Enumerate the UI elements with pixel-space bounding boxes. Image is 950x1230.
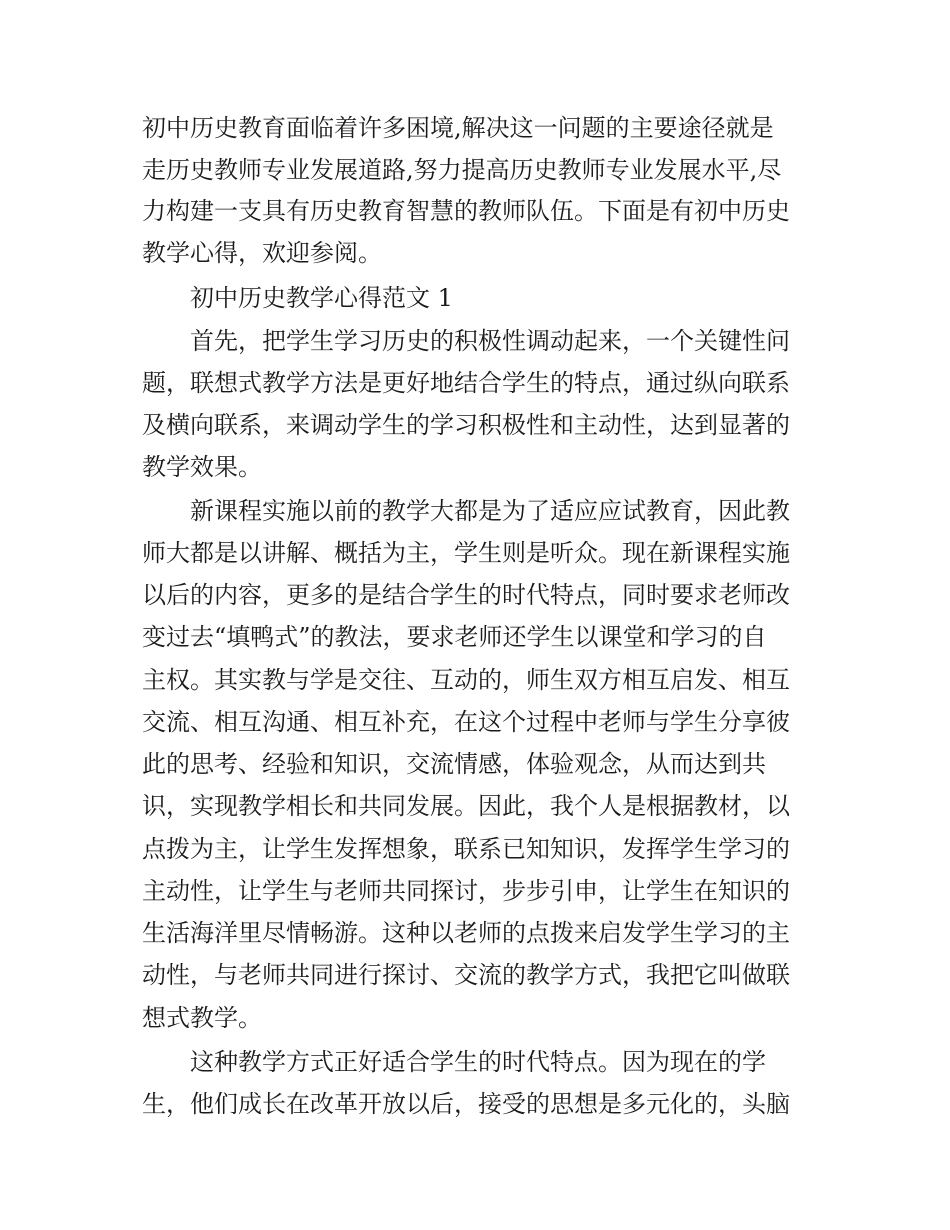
paragraph-line: 动性，与老师共同进行探讨、交流的教学方式，我把它叫做联: [142, 961, 790, 989]
paragraph-line: 此的思考、经验和知识，交流情感，体验观念，从而达到共: [142, 750, 766, 778]
paragraph-line: 以后的内容，更多的是结合学生的时代特点，同时要求老师改: [142, 581, 790, 609]
paragraph-line: 力构建一支具有历史教育智慧的教师队伍。下面是有初中历史: [142, 197, 790, 225]
section-heading: 初中历史教学心得范文 1: [190, 284, 453, 312]
paragraph-line: 首先，把学生学习历史的积极性调动起来，一个关键性问: [190, 327, 790, 355]
paragraph-line: 识，实现教学相长和共同发展。因此，我个人是根据教材，以: [142, 792, 790, 820]
paragraph-line: 题，联想式教学方法是更好地结合学生的特点，通过纵向联系: [142, 369, 790, 397]
paragraph-line: 初中历史教育面临着许多困境,解决这一问题的主要途径就是: [142, 114, 774, 142]
paragraph-line: 及横向联系，来调动学生的学习积极性和主动性，达到显著的: [142, 411, 790, 439]
paragraph-line: 教学心得，欢迎参阅。: [142, 239, 382, 267]
paragraph-line: 想式教学。: [142, 1004, 262, 1032]
paragraph-line: 主动性，让学生与老师共同探讨，步步引申，让学生在知识的: [142, 877, 790, 905]
paragraph-line: 生活海洋里尽情畅游。这种以老师的点拨来启发学生学习的主: [142, 919, 790, 947]
paragraph-line: 新课程实施以前的教学大都是为了适应应试教育，因此教: [190, 497, 790, 525]
paragraph-line: 这种教学方式正好适合学生的时代特点。因为现在的学: [190, 1048, 766, 1076]
paragraph-line: 交流、相互沟通、相互补充，在这个过程中老师与学生分享彼: [142, 708, 790, 736]
paragraph-line: 教学效果。: [142, 453, 262, 481]
paragraph-line: 生，他们成长在改革开放以后，接受的思想是多元化的，头脑: [142, 1090, 790, 1118]
paragraph-line: 点拨为主，让学生发挥想象，联系已知知识，发挥学生学习的: [142, 835, 790, 863]
paragraph-line: 主权。其实教与学是交往、互动的，师生双方相互启发、相互: [142, 666, 790, 694]
paragraph-line: 师大都是以讲解、概括为主，学生则是听众。现在新课程实施: [142, 539, 790, 567]
paragraph-line: 走历史教师专业发展道路,努力提高历史教师专业发展水平,尽: [142, 156, 782, 184]
paragraph-line: 变过去“填鸭式”的教法，要求老师还学生以课堂和学习的自: [142, 623, 767, 651]
